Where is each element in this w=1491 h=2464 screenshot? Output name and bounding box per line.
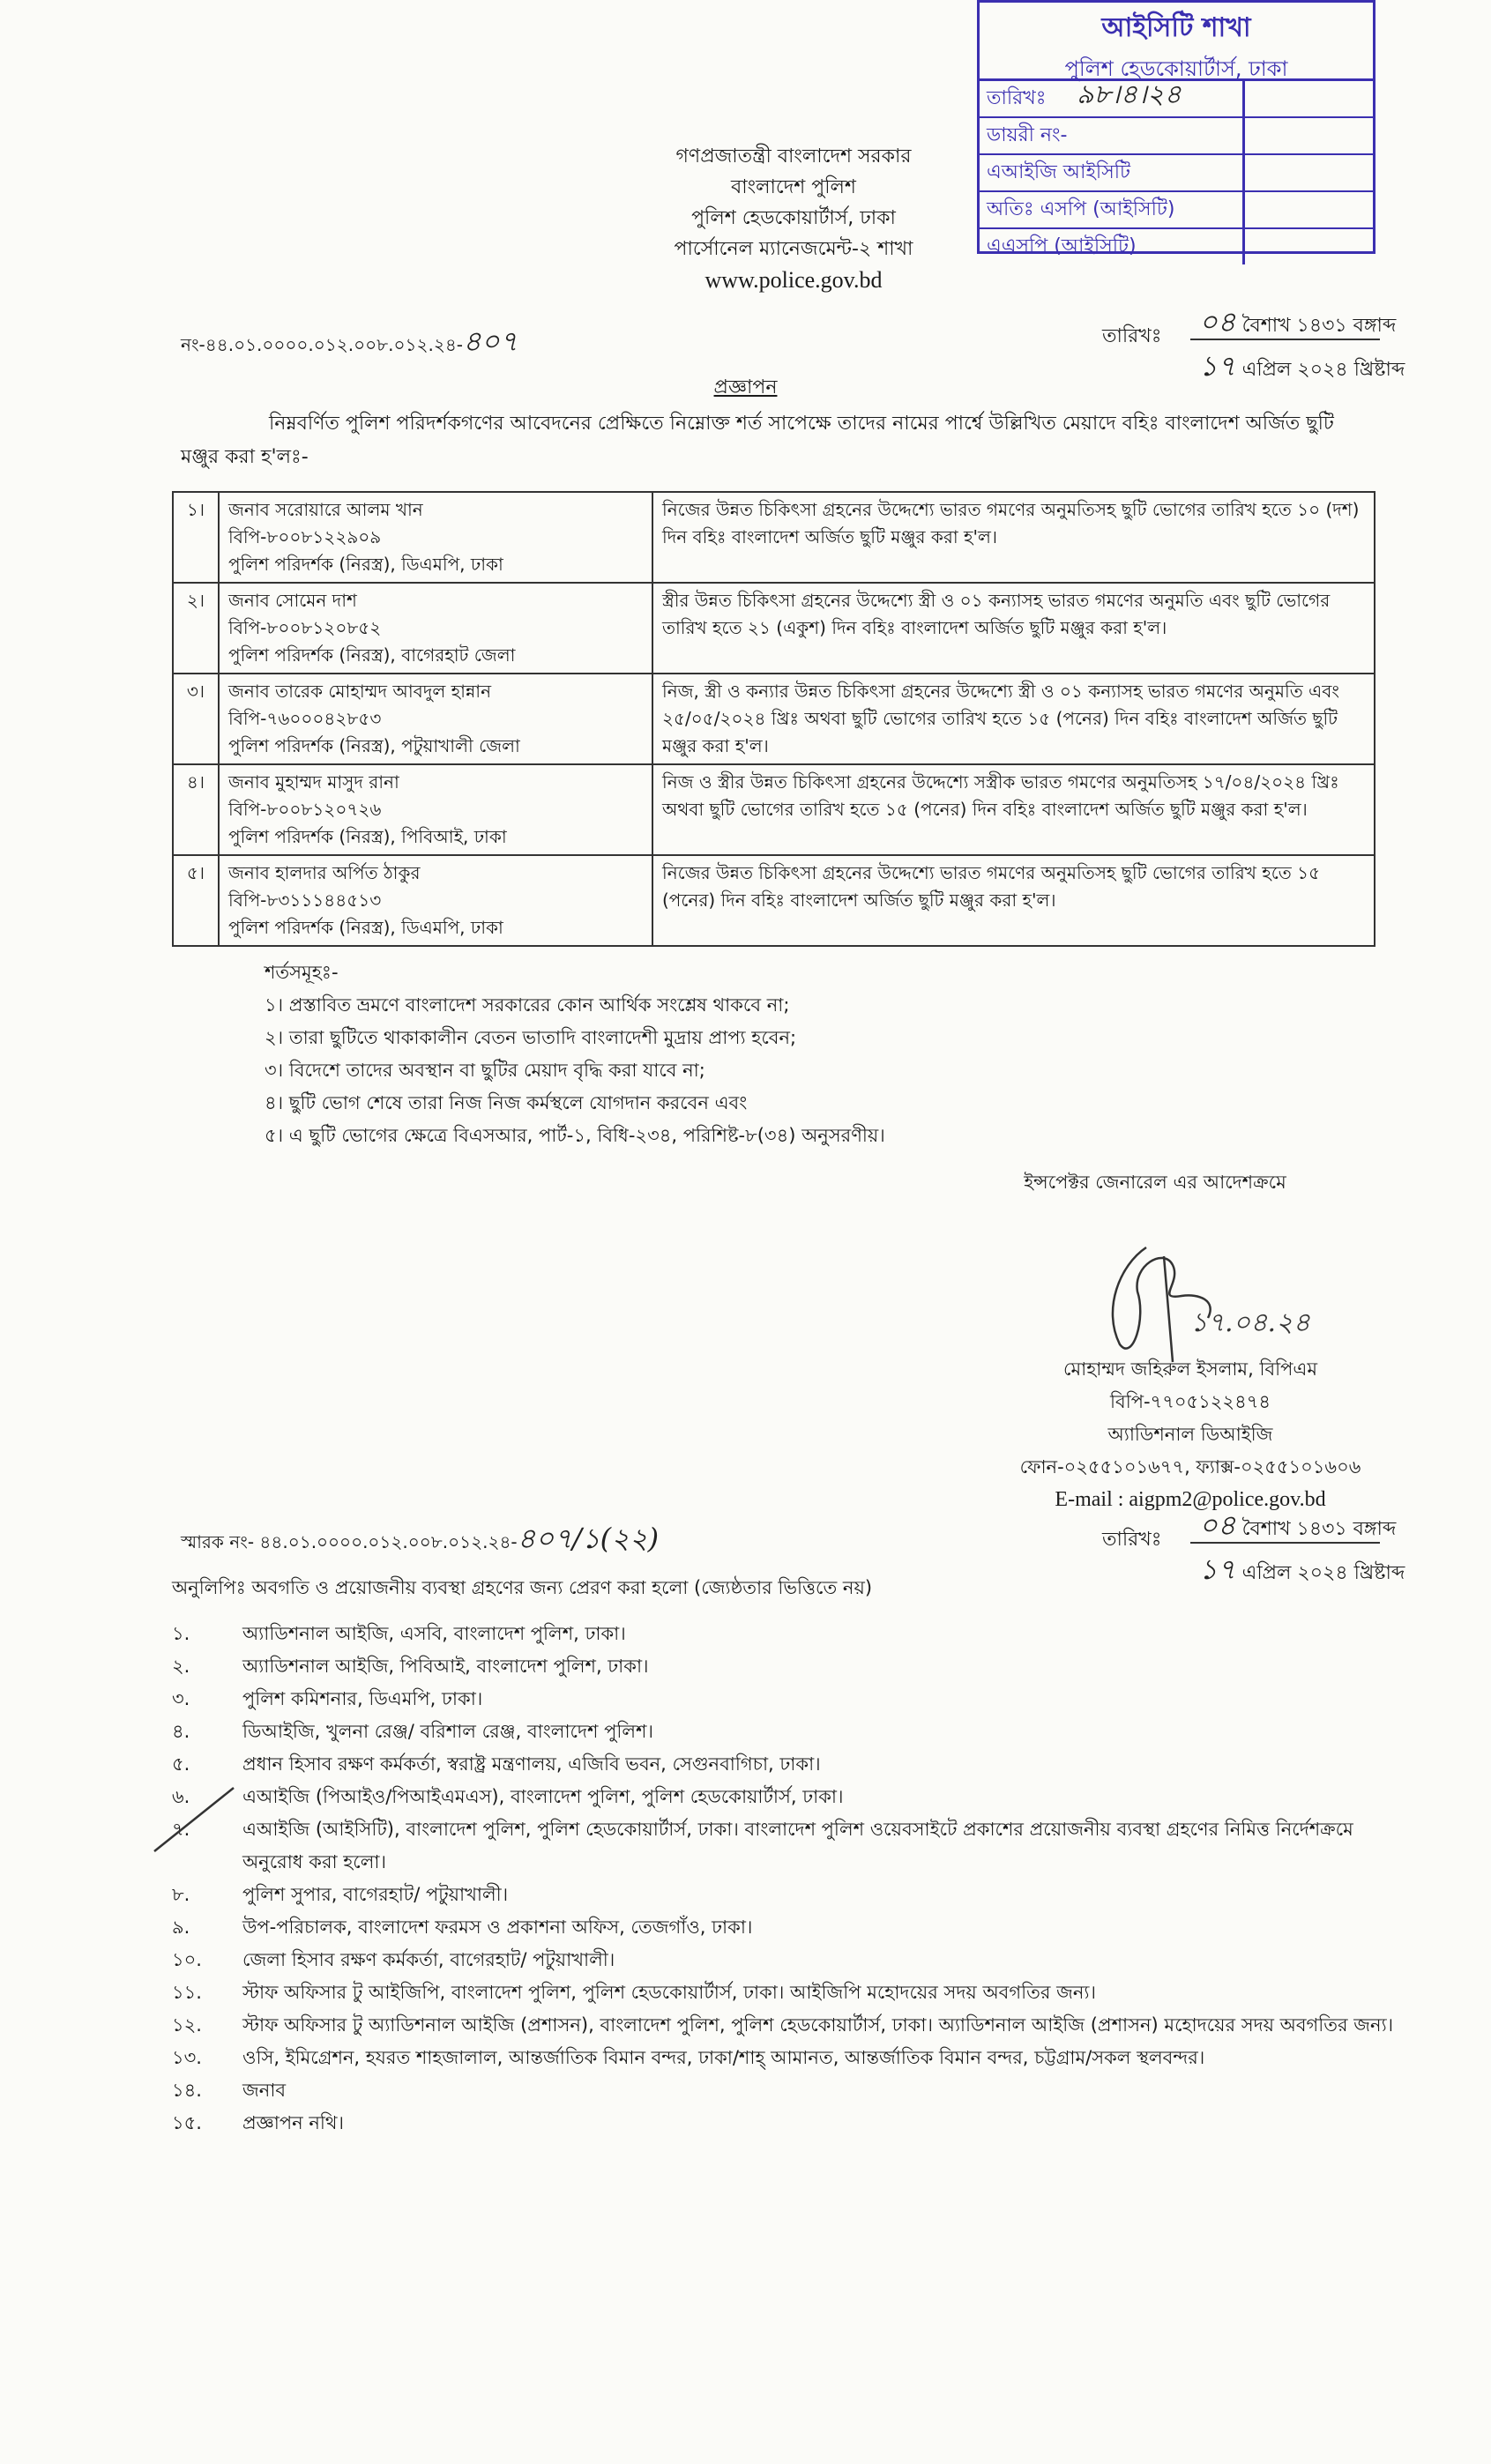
list-item <box>172 1716 1406 1748</box>
table-row <box>173 583 1375 674</box>
copy-list <box>172 1618 1406 2140</box>
signer-email[interactable]: E-mail : aigpm2@police.gov.bd <box>1055 1488 1326 1511</box>
officer-bp: বিপি-৮০০৮১২০৭২৬ <box>228 799 382 820</box>
signer-designation: অ্যাডিশনাল ডিআইজি <box>1107 1424 1273 1445</box>
list-number: ১৪. <box>172 2080 202 2101</box>
list-number: ৯. <box>172 1917 190 1938</box>
officer-name: জনাব তারেক মোহাম্মদ আবদুল হান্নান <box>228 681 492 702</box>
memo2-date <box>1102 1503 1405 1586</box>
date-greg-day: ১৭ <box>1199 349 1236 383</box>
table-row <box>173 764 1375 855</box>
condition-item: ৪। ছুটি ভোগ শেষে তারা নিজ নিজ কর্মস্থলে যোগদান করবেন এবং <box>265 1092 748 1113</box>
memo2-reference <box>181 1516 659 1564</box>
row-number: ৪। <box>173 764 219 855</box>
list-number: ২. <box>172 1656 190 1677</box>
list-number: ৭. <box>172 1819 190 1840</box>
date-gregorian: এপ্রিল ২০২৪ খ্রিষ্টাব্দ <box>1241 1562 1405 1584</box>
officer-name: জনাব সোমেন দাশ <box>228 590 357 611</box>
list-item <box>172 1683 1406 1716</box>
list-text: এআইজি (আইসিটি), বাংলাদেশ পুলিশ, পুলিশ হেডকোয়ার্টার্স, ঢাকা। বাংলাদেশ পুলিশ ওয়েবসাইটে প্রকাশের প্রয়োজনীয় ব্যবস্থা গ্রহণের নিমিত্ত নির্দেশক্রমে অনুরোধ করা হলো। <box>242 1819 1353 1872</box>
order-line: ইন্সপেক্টর জেনারেল এর আদেশক্রমে <box>1024 1172 1286 1193</box>
officer-bp: বিপি-৮০০৮১২২৯০৯ <box>228 526 382 547</box>
officer-post: পুলিশ পরিদর্শক (নিরস্ত্র), বাগেরহাট জেলা <box>228 644 516 666</box>
leave-description: নিজের উন্নত চিকিৎসা গ্রহনের উদ্দেশ্যে ভারত গমণের অনুমতিসহ ছুটি ভোগের তারিখ হতে ১০ (দশ) দিন বহিঃ বাংলাদেশ অর্জিত ছুটি মঞ্জুর করা হ'ল। <box>652 492 1375 583</box>
memo-ref-prefix: নং-৪৪.০১.০০০০.০১২.০০৮.০১২.২৪- <box>181 334 464 355</box>
date-bangla: বৈশাখ ১৪৩১ বঙ্গাব্দ <box>1241 1518 1397 1540</box>
officer-bp: বিপি-৭৬০০০৪২৮৫৩ <box>228 708 382 729</box>
list-item <box>172 1618 1406 1650</box>
stamp-label: ডায়রী নং- <box>980 118 1245 153</box>
list-text: জেলা হিসাব রক্ষণ কর্মকর্তা, বাগেরহাট/ পটুয়াখালী। <box>242 1949 615 1970</box>
letterhead-line: পার্সোনেল ম্যানেজমেন্ট-২ শাখা <box>674 238 913 260</box>
website-link[interactable]: www.police.gov.bd <box>704 267 883 293</box>
list-item <box>172 1748 1406 1781</box>
memo-ref-handwritten: ৪০৭ <box>463 324 518 358</box>
list-text: পুলিশ সুপার, বাগেরহাট/ পটুয়াখালী। <box>242 1884 509 1905</box>
intro-paragraph: নিম্নবর্ণিত পুলিশ পরিদর্শকগণের আবেদনের প্রেক্ষিতে নিম্নোক্ত শর্ত সাপেক্ষে তাদের নামের পার্শ্বে উল্লিখিত মেয়াদে বহিঃ বাংলাদেশ অর্জিত ছুটি মঞ্জুর করা হ'লঃ- <box>181 413 1334 468</box>
date-label: তারিখঃ <box>1102 325 1162 347</box>
signature-image <box>1085 1230 1314 1371</box>
signer-name: মোহাম্মদ জহিরুল ইসলাম, বিপিএম <box>1062 1359 1318 1380</box>
date-bangla: বৈশাখ ১৪৩১ বঙ্গাব্দ <box>1241 315 1397 337</box>
date-divider <box>1190 339 1380 340</box>
letterhead-line: পুলিশ হেডকোয়ার্টার্স, ঢাকা <box>691 207 896 229</box>
list-text: পুলিশ কমিশনার, ডিএমপি, ঢাকা। <box>242 1688 483 1709</box>
list-item <box>172 1976 1406 2009</box>
conditions <box>265 957 885 1152</box>
letterhead <box>529 141 1058 295</box>
list-text: ওসি, ইমিগ্রেশন, হযরত শাহজালাল, আন্তর্জাতিক বিমান বন্দর, ঢাকা/শাহ্ আমানত, আন্তর্জাতিক বিমান বন্দর, চট্টগ্রাম/সকল স্থলবন্দর। <box>242 2047 1205 2068</box>
row-number: ২। <box>173 583 219 674</box>
list-number: ৫. <box>172 1753 190 1775</box>
list-number: ১৫. <box>172 2112 202 2133</box>
date-divider <box>1190 1542 1380 1544</box>
handwritten-tick-mark <box>145 1781 242 1860</box>
officer-cell <box>219 674 652 764</box>
list-item <box>172 1911 1406 1944</box>
date-label: তারিখঃ <box>1102 1529 1162 1551</box>
table-row <box>173 674 1375 764</box>
officer-post: পুলিশ পরিদর্শক (নিরস্ত্র), পটুয়াখালী জেলা <box>228 735 520 756</box>
officer-cell <box>219 764 652 855</box>
date-greg-day: ১৭ <box>1199 1552 1236 1586</box>
officer-cell <box>219 855 652 946</box>
stamp-handwritten-date: ৯৮।৪।২৪ <box>1077 79 1182 110</box>
signer-phone: ফোন-০২৫৫১০১৬৭৭, ফ্যাক্স-০২৫৫১০১৬০৬ <box>1019 1456 1361 1478</box>
stamp-subtitle: পুলিশ হেডকোয়ার্টার্স, ঢাকা <box>1064 56 1288 81</box>
condition-item: ৩। বিদেশে তাদের অবস্থান বা ছুটির মেয়াদ বৃদ্ধি করা যাবে না; <box>265 1060 705 1081</box>
stamp-label: তারিখঃ <box>987 87 1047 109</box>
row-number: ৫। <box>173 855 219 946</box>
list-item <box>172 2042 1406 2074</box>
list-item <box>172 1650 1406 1683</box>
list-text: উপ-পরিচালক, বাংলাদেশ ফরমস ও প্রকাশনা অফিস, তেজগাঁও, ঢাকা। <box>242 1917 753 1938</box>
list-number: ১২. <box>172 2014 202 2036</box>
leave-description: স্ত্রীর উন্নত চিকিৎসা গ্রহনের উদ্দেশ্যে স্ত্রী ও ০১ কন্যাসহ ভারত গমণের অনুমতি এবং ছুটি ভোগের তারিখ হতে ২১ (একুশ) দিন বহিঃ বাংলাদেশ অর্জিত ছুটি মঞ্জুর করা হ'ল। <box>652 583 1375 674</box>
leave-description: নিজ ও স্ত্রীর উন্নত চিকিৎসা গ্রহনের উদ্দেশ্যে সস্ত্রীক ভারত গমণের অনুমতিসহ ১৭/০৪/২০২৪ খ্রিঃ অথবা ছুটি ভোগের তারিখ হতে ১৫ (পনের) দিন বহিঃ বাংলাদেশ অর্জিত ছুটি মঞ্জুর করা হ'ল। <box>652 764 1375 855</box>
date-bangla-day: ০৪ <box>1199 305 1236 339</box>
officer-name: জনাব হালদার অর্পিত ঠাকুর <box>228 862 421 883</box>
list-item <box>172 1879 1406 1911</box>
list-text: অ্যাডিশনাল আইজি, এসবি, বাংলাদেশ পুলিশ, ঢাকা। <box>242 1623 626 1644</box>
conditions-heading: শর্তসমূহঃ- <box>265 962 339 983</box>
memo-reference <box>181 319 518 367</box>
list-number: ৬. <box>172 1786 190 1807</box>
leave-description: নিজ, স্ত্রী ও কন্যার উন্নত চিকিৎসা গ্রহনের উদ্দেশ্যে স্ত্রী ও ০১ কন্যাসহ ভারত গমণের অনুমতি এবং ২৫/০৫/২০২৪ খ্রিঃ অথবা ছুটি ভোগের তারিখ হতে ১৫ (পনের) দিন বহিঃ বাংলাদেশ অর্জিত ছুটি মঞ্জুর করা হ'ল। <box>652 674 1375 764</box>
memo-date <box>1102 300 1405 383</box>
list-number: ১. <box>172 1623 190 1644</box>
officer-cell <box>219 492 652 583</box>
letterhead-line: বাংলাদেশ পুলিশ <box>731 176 856 198</box>
stamp-title: আইসিটি শাখা <box>1101 12 1251 43</box>
condition-item: ১। প্রস্তাবিত ভ্রমণে বাংলাদেশ সরকারের কোন আর্থিক সংশ্লেষ থাকবে না; <box>265 994 790 1016</box>
list-number: ১১. <box>172 1982 202 2003</box>
list-number: ৩. <box>172 1688 190 1709</box>
notification-title: প্রজ্ঞাপন <box>713 376 778 398</box>
signer-bp: বিপি-৭৭০৫১২২৪৭৪ <box>1110 1391 1271 1412</box>
officer-post: পুলিশ পরিদর্শক (নিরস্ত্র), ডিএমপি, ঢাকা <box>228 554 503 575</box>
list-item <box>172 1813 1406 1879</box>
stamp-label: অতিঃ এসপি (আইসিটি) <box>980 192 1245 227</box>
list-number: ৪. <box>172 1721 190 1742</box>
list-item <box>172 2074 1406 2107</box>
list-item <box>172 1944 1406 1976</box>
list-text: জনাব <box>242 2080 287 2101</box>
list-item <box>172 2107 1406 2140</box>
list-text: স্টাফ অফিসার টু আইজিপি, বাংলাদেশ পুলিশ, পুলিশ হেডকোয়ার্টার্স, ঢাকা। আইজিপি মহোদয়ের সদয় অবগতির জন্য। <box>242 1982 1096 2003</box>
leave-table <box>172 491 1375 947</box>
date-bangla-day: ০৪ <box>1199 1508 1236 1542</box>
signer-block <box>970 1353 1411 1516</box>
letterhead-line: গণপ্রজাতন্ত্রী বাংলাদেশ সরকার <box>675 145 912 167</box>
copy-intro: অনুলিপিঃ অবগতি ও প্রয়োজনীয় ব্যবস্থা গ্রহণের জন্য প্রেরণ করা হলো (জ্যেষ্ঠতার ভিত্তিতে নয়) <box>172 1577 873 1598</box>
table-row <box>173 492 1375 583</box>
officer-cell <box>219 583 652 674</box>
officer-post: পুলিশ পরিদর্শক (নিরস্ত্র), ডিএমপি, ঢাকা <box>228 917 503 938</box>
signature-date: ১৭.০৪.২৪ <box>1190 1307 1310 1338</box>
officer-bp: বিপি-৮৩১১১৪৪৫১৩ <box>228 890 382 911</box>
list-text: অ্যাডিশনাল আইজি, পিবিআই, বাংলাদেশ পুলিশ, ঢাকা। <box>242 1656 649 1677</box>
list-text: ডিআইজি, খুলনা রেঞ্জ/ বরিশাল রেঞ্জ, বাংলাদেশ পুলিশ। <box>242 1721 653 1742</box>
list-text: প্রধান হিসাব রক্ষণ কর্মকর্তা, স্বরাষ্ট্র মন্ত্রণালয়, এজিবি ভবন, সেগুনবাগিচা, ঢাকা। <box>242 1753 821 1775</box>
officer-post: পুলিশ পরিদর্শক (নিরস্ত্র), পিবিআই, ঢাকা <box>228 826 507 847</box>
officer-name: জনাব সরোয়ারে আলম খান <box>228 499 423 520</box>
list-number: ৮. <box>172 1884 190 1905</box>
list-text: স্টাফ অফিসার টু অ্যাডিশনাল আইজি (প্রশাসন), বাংলাদেশ পুলিশ, পুলিশ হেডকোয়ার্টার্স, ঢাকা। অ্যাডিশনাল আইজি (প্রশাসন) মহোদয়ের সদয় অবগতির জন্য। <box>242 2014 1394 2036</box>
stamp-label: এএসপি (আইসিটি) <box>980 229 1245 264</box>
officer-bp: বিপি-৮০০৮১২০৮৫২ <box>228 617 382 638</box>
list-item <box>172 1781 1406 1813</box>
stamp-header <box>980 6 1373 81</box>
table-row <box>173 855 1375 946</box>
stamp-row-date <box>980 81 1373 118</box>
list-item <box>172 2009 1406 2042</box>
leave-description: নিজের উন্নত চিকিৎসা গ্রহনের উদ্দেশ্যে ভারত গমণের অনুমতিসহ ছুটি ভোগের তারিখ হতে ১৫ (পনের) দিন বহিঃ বাংলাদেশ অর্জিত ছুটি মঞ্জুর করা হ'ল। <box>652 855 1375 946</box>
row-number: ১। <box>173 492 219 583</box>
list-number: ১৩. <box>172 2047 202 2068</box>
condition-item: ২। তারা ছুটিতে থাকাকালীন বেতন ভাতাদি বাংলাদেশী মুদ্রায় প্রাপ্য হবেন; <box>265 1027 797 1048</box>
condition-item: ৫। এ ছুটি ভোগের ক্ষেত্রে বিএসআর, পার্ট-১, বিধি-২৩৪, পরিশিষ্ট-৮(৩৪) অনুসরণীয়। <box>265 1125 885 1146</box>
list-text: এআইজি (পিআইও/পিআইএমএস), বাংলাদেশ পুলিশ, পুলিশ হেডকোয়ার্টার্স, ঢাকা। <box>242 1786 844 1807</box>
row-number: ৩। <box>173 674 219 764</box>
stamp-label: এআইজি আইসিটি <box>980 155 1245 190</box>
memo2-ref-prefix: স্মারক নং- ৪৪.০১.০০০০.০১২.০০৮.০১২.২৪- <box>181 1531 518 1552</box>
officer-name: জনাব মুহাম্মদ মাসুদ রানা <box>228 771 399 793</box>
list-number: ১০. <box>172 1949 202 1970</box>
date-gregorian: এপ্রিল ২০২৪ খ্রিষ্টাব্দ <box>1241 359 1405 381</box>
list-text: প্রজ্ঞাপন নথি। <box>242 2112 344 2133</box>
memo2-ref-handwritten: ৪০৭/১(২২) <box>517 1522 660 1555</box>
